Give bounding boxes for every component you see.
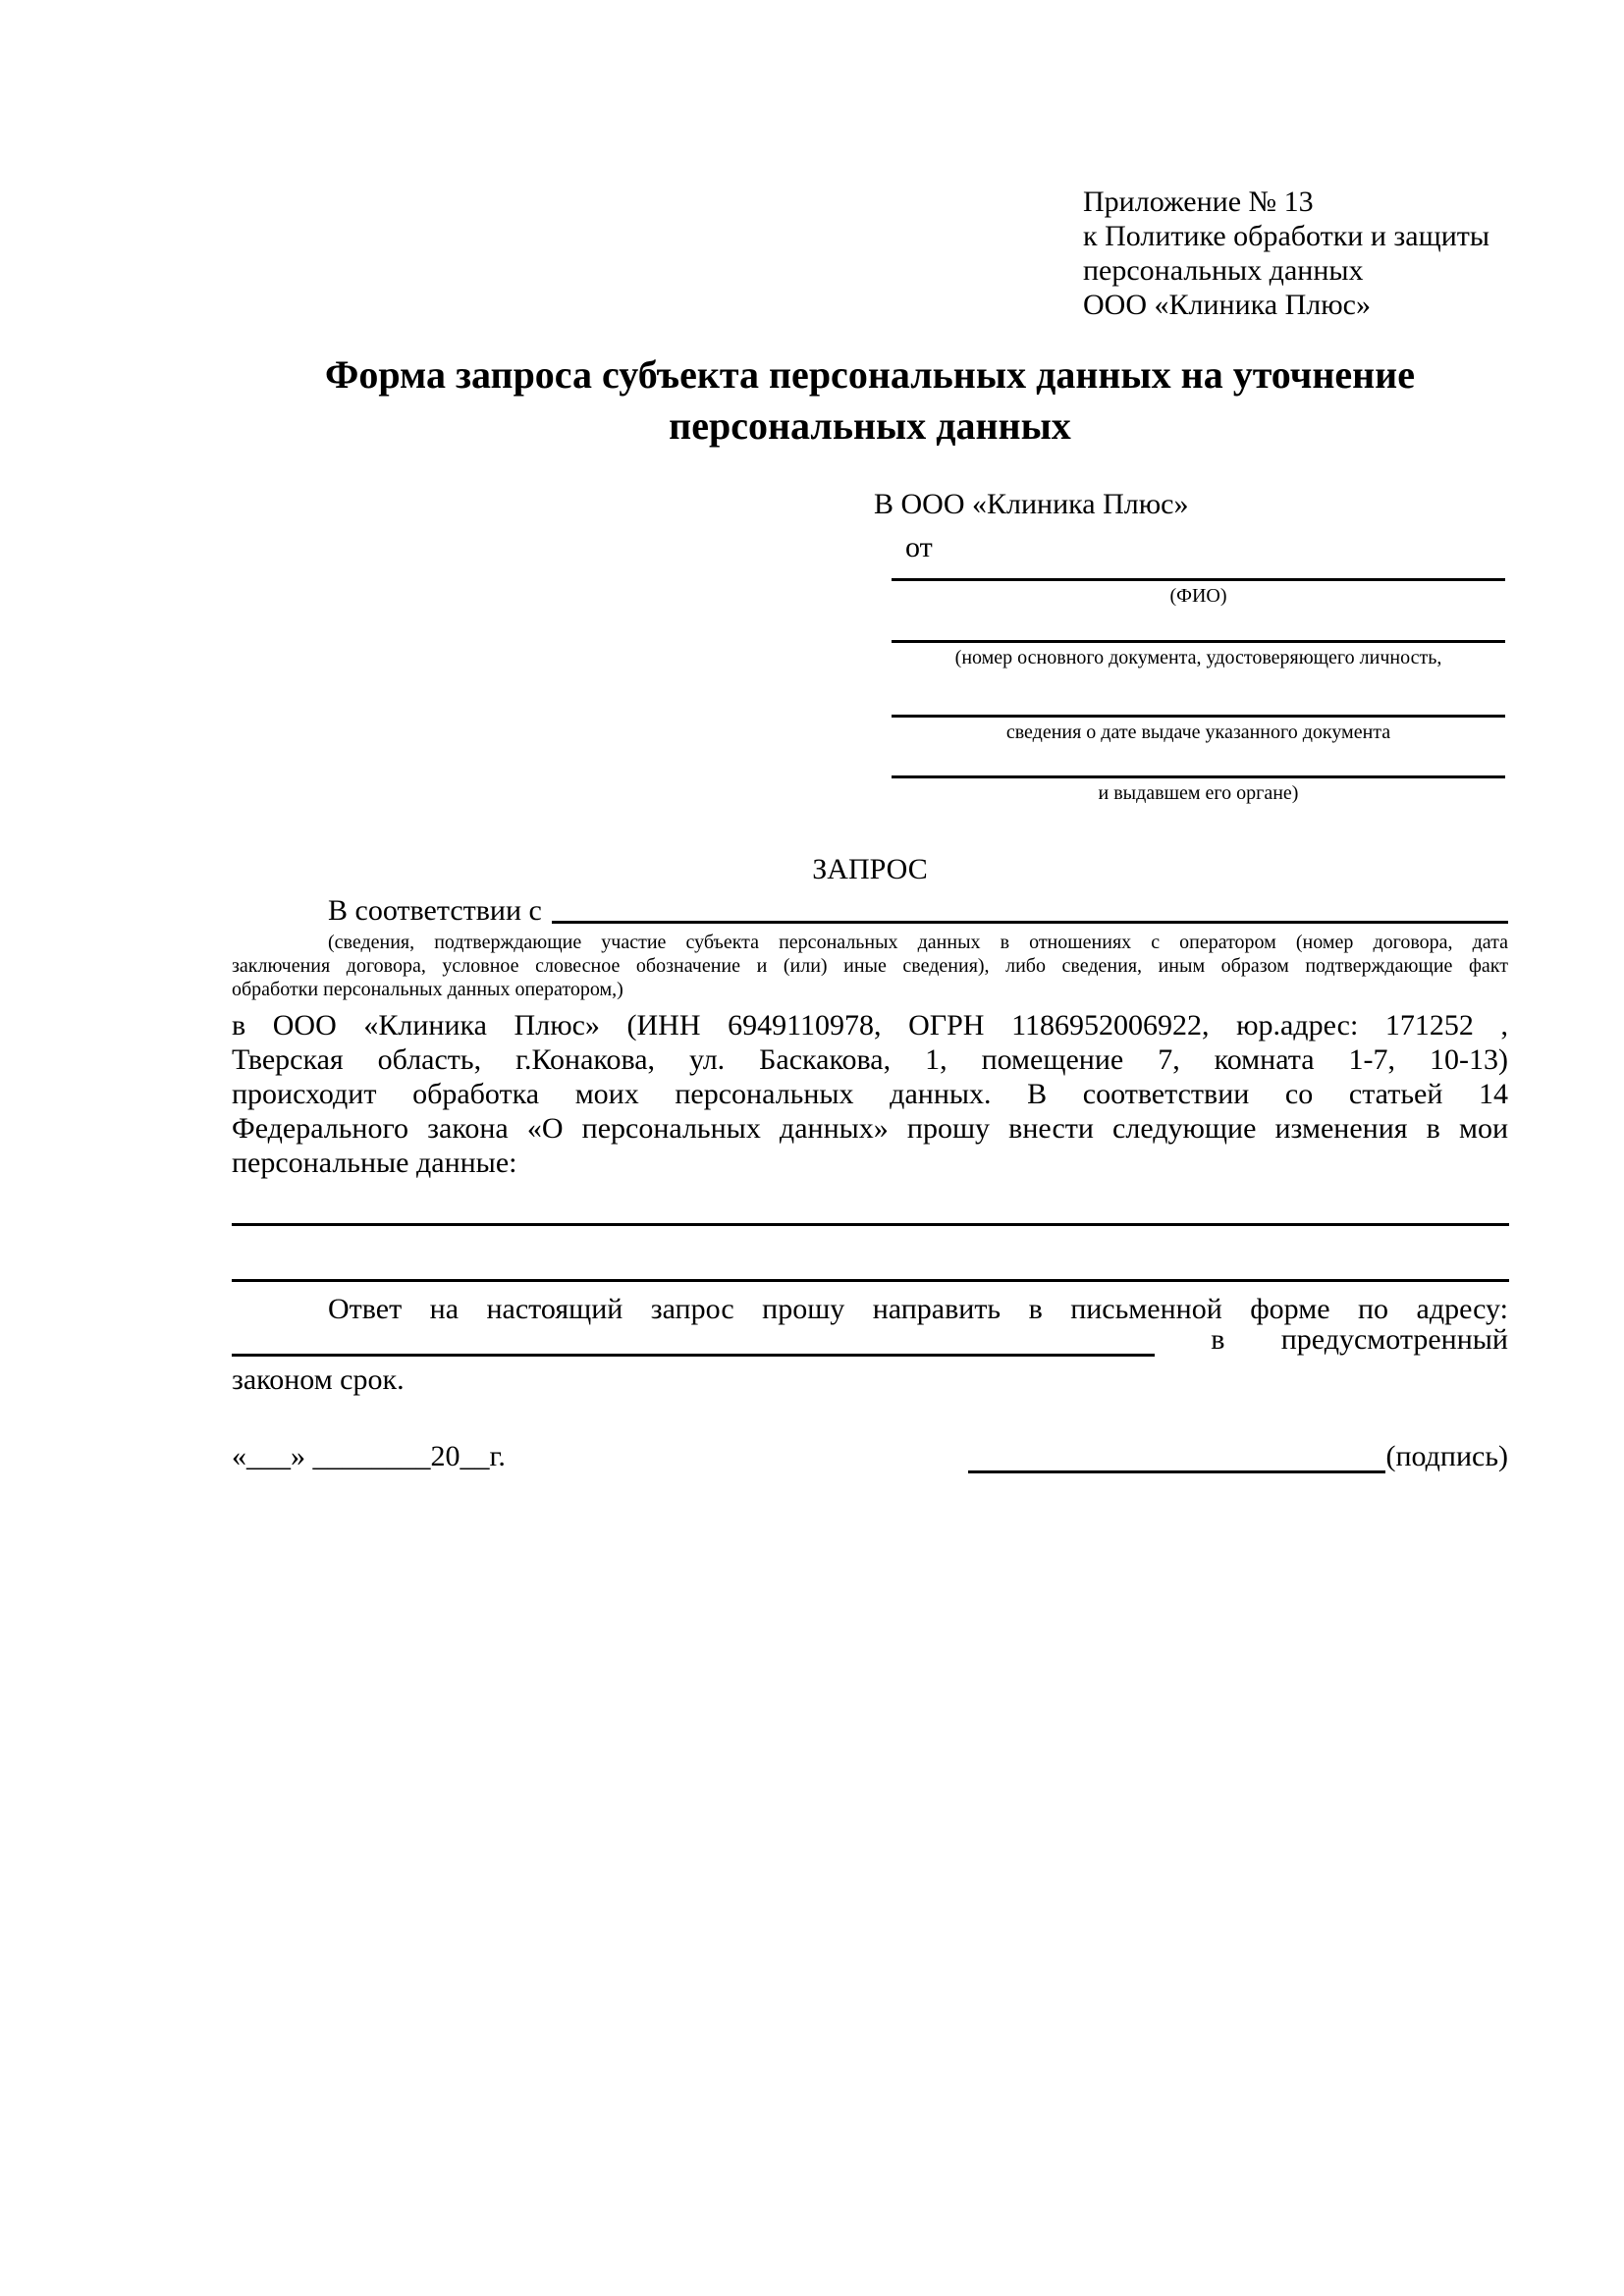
- fio-blank-line: [892, 578, 1505, 581]
- answer-word: в: [1211, 1323, 1225, 1356]
- address-blank-line: [232, 1329, 1155, 1357]
- signature-group: [968, 1439, 1508, 1473]
- request-body: [232, 1008, 1508, 1180]
- body-line: Тверская область, г.Конакова, ул. Баскакова, 1, помещение 7, комната 1-7, 10-13): [232, 1043, 1508, 1076]
- issue-date-blank-line: [892, 715, 1505, 718]
- appendix-line: ООО «Клиника Плюс»: [1083, 289, 1371, 321]
- appendix-line: к Политике обработки и защиты: [1083, 220, 1490, 252]
- signature-blank-line: [968, 1444, 1385, 1473]
- issuer-caption: и выдавшем его органе): [1098, 782, 1299, 804]
- addressee-from-label: от: [905, 531, 933, 563]
- request-heading: ЗАПРОС: [812, 853, 928, 885]
- date-blank: «___» ________20__г.: [232, 1440, 506, 1472]
- answer-line-3: законом срок.: [232, 1363, 405, 1396]
- signature-caption: (подпись): [1385, 1440, 1508, 1472]
- changes-blank-line-1: [232, 1223, 1509, 1226]
- note-line: заключения договора, условное словесное обозначение и (или) иные сведения), либо сведения, иным образом подтверждающие факт: [232, 955, 1508, 977]
- changes-blank-line-2: [232, 1279, 1509, 1282]
- issue-date-caption: сведения о дате выдаче указанного документа: [1005, 721, 1391, 743]
- answer-line-1: Ответ на настоящий запрос прошу направить в письменной форме по адресу:: [328, 1293, 1508, 1325]
- answer-line-2: [232, 1324, 1508, 1357]
- contract-details-blank-line: [552, 893, 1508, 924]
- note-line: (сведения, подтверждающие участие субъекта персональных данных в отношениях с оператором (номер договора, дата: [328, 932, 1508, 953]
- issuer-blank-line: [892, 775, 1505, 778]
- answer-word: предусмотренный: [1280, 1323, 1508, 1356]
- body-line: Федерального закона «О персональных данных» прошу внести следующие изменения в мои: [232, 1112, 1508, 1145]
- document-number-blank-line: [892, 640, 1505, 643]
- document-number-caption: (номер основного документа, удостоверяющего личность,: [954, 647, 1442, 668]
- fio-caption: (ФИО): [1169, 585, 1227, 607]
- footer-row: [232, 1439, 1508, 1473]
- appendix-header: [1083, 185, 1525, 322]
- addressee-organization: В ООО «Клиника Плюс»: [874, 488, 1189, 520]
- appendix-line: персональных данных: [1083, 254, 1364, 287]
- note-line: обработки персональных данных оператором,): [232, 979, 623, 1000]
- document-title: Форма запроса субъекта персональных данных на уточнение персональных данных: [325, 352, 1415, 448]
- intro-text: В соответствии с: [328, 894, 542, 927]
- intro-row: [232, 893, 1508, 928]
- body-line: персональные данные:: [232, 1147, 517, 1179]
- body-line: в ООО «Клиника Плюс» (ИНН 6949110978, ОГРН 1186952006922, юр.адрес: 171252 ,: [232, 1009, 1508, 1041]
- explanatory-note: [232, 931, 1508, 1001]
- body-line: происходит обработка моих персональных данных. В соответствии со статьей 14: [232, 1078, 1508, 1110]
- appendix-line: Приложение № 13: [1083, 186, 1314, 218]
